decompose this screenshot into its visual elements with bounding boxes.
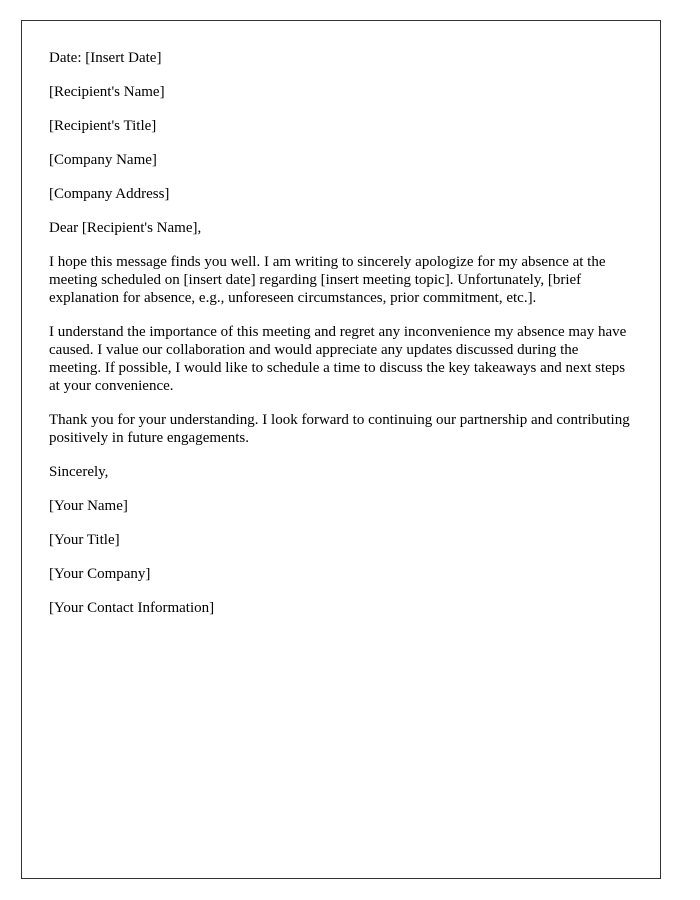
closing: Sincerely, — [49, 464, 109, 480]
body-paragraph-1: I hope this message finds you well. I am writing to sincerely apologize for my absence at the meeting scheduled on [insert date] regarding [insert meeting topic]. Unfortunately, [brief explanation for absence, e.g., unforeseen circumstances, prior commitment, etc.]. — [49, 254, 606, 306]
body-paragraph-3: Thank you for your understanding. I look forward to continuing our partnership and contributing positively in future engagements. — [49, 412, 630, 446]
signature-name: [Your Name] — [49, 498, 128, 514]
signature-title: [Your Title] — [49, 532, 120, 548]
recipient-company-name: [Company Name] — [49, 152, 157, 168]
salutation: Dear [Recipient's Name], — [49, 220, 202, 236]
recipient-company-address: [Company Address] — [49, 186, 170, 202]
signature-contact: [Your Contact Information] — [49, 600, 215, 616]
recipient-title: [Recipient's Title] — [49, 118, 157, 134]
body-paragraph-2: I understand the importance of this meeting and regret any inconvenience my absence may have caused. I value our collaboration and would appreciate any updates discussed during the meeting. If possible, I would like to schedule a time to discuss the key takeaways and next steps at your convenience. — [49, 324, 627, 394]
recipient-name: [Recipient's Name] — [49, 84, 165, 100]
letter-page — [21, 20, 661, 879]
signature-company: [Your Company] — [49, 566, 151, 582]
date-line: Date: [Insert Date] — [49, 50, 162, 66]
